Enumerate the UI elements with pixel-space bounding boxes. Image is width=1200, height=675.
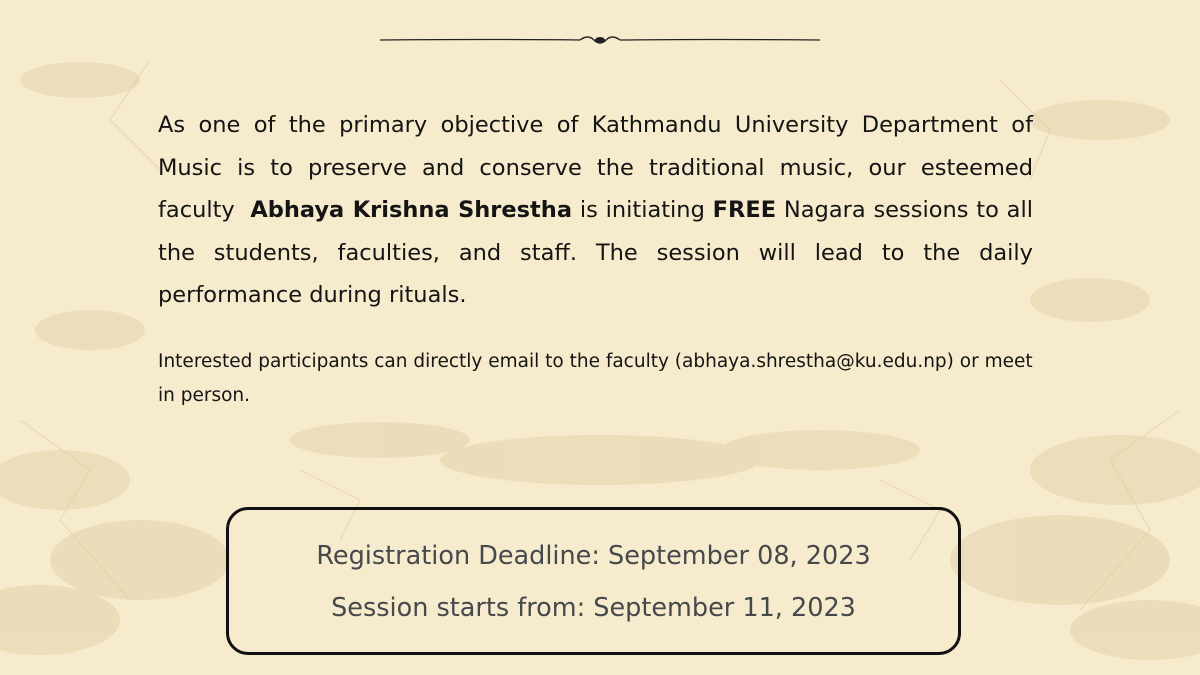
faculty-name: Abhaya Krishna Shrestha xyxy=(250,197,573,223)
paragraph-text-part1: As one of the primary objective of Kathmandu University Department of Music is to preserve and conserve the traditional music, our esteemed faculty xyxy=(158,112,1033,223)
contact-note: Interested participants can directly email to the faculty (abhaya.shrestha@ku.edu.np) or meet in person. xyxy=(158,351,1033,406)
registration-deadline: Registration Deadline: September 08, 2023 xyxy=(316,541,871,571)
free-label: FREE xyxy=(712,197,777,223)
ornamental-divider-icon xyxy=(380,30,820,50)
paragraph-text-part3: Nagara sessions to all the students, faculties, and staff. The session will lead to the daily performance during rituals. xyxy=(158,197,1033,308)
dates-box xyxy=(226,507,961,655)
paragraph-text-part2: is initiating xyxy=(572,197,713,223)
session-start-date: Session starts from: September 11, 2023 xyxy=(331,593,856,623)
announcement-paragraph xyxy=(158,104,1033,317)
